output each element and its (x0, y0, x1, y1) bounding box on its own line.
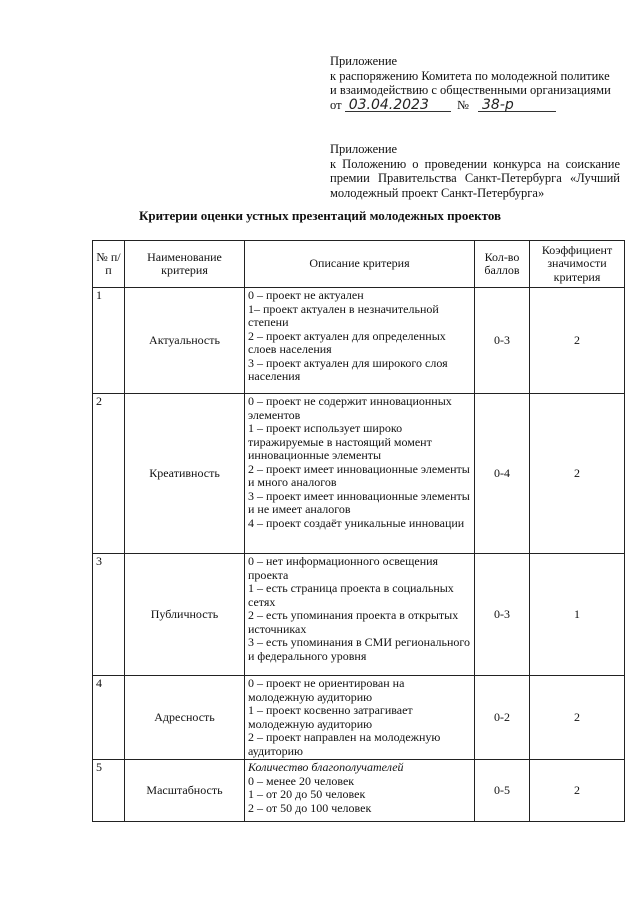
header-name: Наименование критерия (125, 241, 245, 288)
cell-coefficient: 2 (530, 676, 625, 760)
table-row (93, 394, 625, 554)
cell-num: 4 (93, 676, 125, 760)
header-num: № п/п (93, 241, 125, 288)
cell-description (245, 760, 475, 822)
table-row (93, 288, 625, 394)
table-header-row (93, 241, 625, 288)
cell-score-range: 0-3 (475, 554, 530, 676)
date-prefix: от (330, 97, 342, 112)
appendix-line: и взаимодействию с общественными организациями (330, 83, 611, 97)
cell-criterion-name: Адресность (125, 676, 245, 760)
cell-score-range: 0-3 (475, 288, 530, 394)
description-line: 3 – есть упоминания в СМИ регионального и федерального уровня (248, 635, 471, 663)
cell-description (245, 394, 475, 554)
description-line: 0 – проект не ориентирован на молодежную аудиторию (248, 676, 405, 704)
description-line: 1– проект актуален в незначительной степени (248, 301, 439, 329)
cell-coefficient: 1 (530, 554, 625, 676)
handwritten-date: 03.04.2023 (345, 99, 451, 112)
appendix-line: к распоряжению Комитета по молодежной политике (330, 68, 610, 83)
cell-coefficient: 2 (530, 288, 625, 394)
cell-coefficient: 2 (530, 394, 625, 554)
description-line: 0 – менее 20 человек (248, 773, 355, 788)
description-line: 0 – проект не содержит инновационных элементов (248, 394, 452, 422)
cell-score-range: 0-4 (475, 394, 530, 554)
description-line: 1 – проект косвенно затрагивает молодежную аудиторию (248, 703, 413, 731)
document-title: Критерии оценки устных презентаций молодежных проектов (138, 208, 502, 223)
description-line: 2 – проект актуален для определенных слоев населения (248, 328, 446, 356)
number-prefix: № (456, 97, 469, 112)
cell-criterion-name: Креативность (125, 394, 245, 554)
description-line: 0 – нет информационного освещения проекта (248, 554, 439, 582)
description-line: 4 – проект создаёт уникальные инновации (248, 515, 465, 530)
cell-num: 1 (93, 288, 125, 394)
description-line: 1 – проект использует широко тиражируемые в настоящий момент инновационные элементы (248, 421, 432, 462)
appendix-date-line (330, 98, 625, 113)
cell-coefficient: 2 (530, 760, 625, 822)
header-range: Кол-во баллов (475, 241, 530, 288)
criteria-table (92, 240, 625, 822)
description-line: 2 – проект направлен на молодежную аудиторию (248, 730, 441, 758)
cell-description (245, 676, 475, 760)
appendix-order-block (330, 54, 625, 112)
description-heading: Количество благополучателей (248, 760, 404, 774)
handwritten-number: 38-р (478, 99, 556, 112)
cell-criterion-name: Масштабность (125, 760, 245, 822)
description-line: 1 – есть страница проекта в социальных сетях (248, 581, 454, 609)
description-line: 3 – проект имеет инновационные элементы и не имеет аналогов (248, 488, 470, 516)
header-desc: Описание критерия (245, 241, 475, 288)
cell-criterion-name: Публичность (125, 554, 245, 676)
table-row (93, 676, 625, 760)
cell-num: 2 (93, 394, 125, 554)
description-line: 2 – проект имеет инновационные элементы и много аналогов (248, 461, 470, 489)
cell-num: 3 (93, 554, 125, 676)
description-line: 3 – проект актуален для широкого слоя населения (248, 355, 448, 383)
cell-criterion-name: Актуальность (125, 288, 245, 394)
cell-score-range: 0-2 (475, 676, 530, 760)
cell-score-range: 0-5 (475, 760, 530, 822)
appendix-title: Приложение (330, 142, 398, 156)
description-line: 2 – есть упоминания проекта в открытых источниках (248, 608, 459, 636)
table-row (93, 554, 625, 676)
table-row (93, 760, 625, 822)
description-line: 1 – от 20 до 50 человек (248, 787, 366, 801)
appendix-regulation-block (330, 142, 620, 200)
appendix-text: к Положению о проведении конкурса на соискание премии Правительства Санкт-Петербурга «Лучший молодежный проект Санкт-Петербурга» (330, 156, 620, 200)
table-body (93, 288, 625, 822)
description-line: 2 – от 50 до 100 человек (248, 800, 372, 815)
appendix-title: Приложение (330, 54, 398, 68)
cell-num: 5 (93, 760, 125, 822)
description-line: 0 – проект не актуален (248, 288, 364, 302)
header-coef: Коэффициент значимости критерия (530, 241, 625, 288)
cell-description (245, 554, 475, 676)
cell-description (245, 288, 475, 394)
